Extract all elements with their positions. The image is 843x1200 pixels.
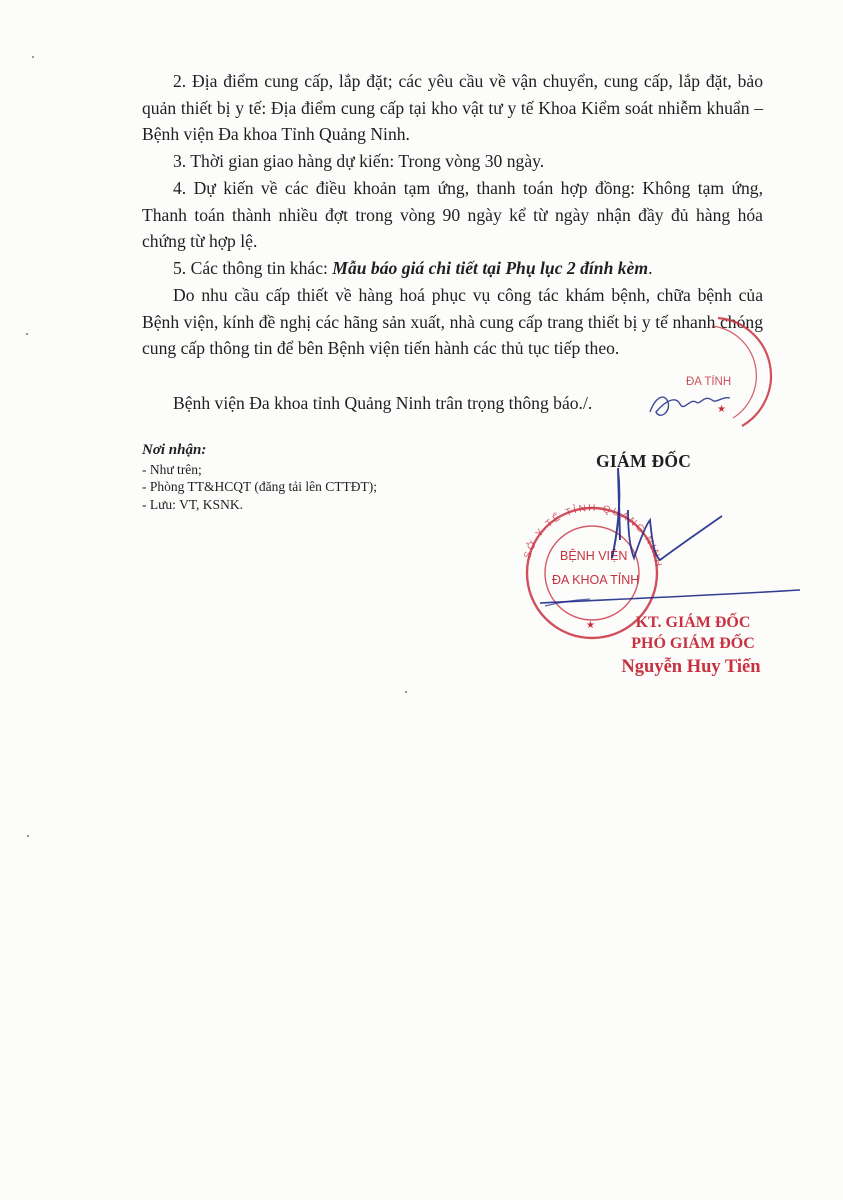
signer-deputy-line2: PHÓ GIÁM ĐỐC (631, 635, 755, 652)
paragraph-delivery-time: 3. Thời gian giao hàng dự kiến: Trong vòng 30 ngày. (173, 151, 545, 171)
other-info-prefix: 5. Các thông tin khác: (173, 258, 333, 278)
signer-block (598, 612, 798, 681)
scan-speck (27, 835, 29, 837)
recipients-block (142, 442, 377, 513)
recipient-item: - Lưu: VT, KSNK. (142, 496, 243, 512)
recipient-item: - Phòng TT&HCQT (đăng tải lên CTTĐT); (142, 479, 377, 494)
seal-ring-text: SỞ Y TẾ TỈNH QUẢNG NINH (522, 502, 664, 570)
paragraph-other-info (142, 255, 763, 282)
partial-seal-star: ★ (717, 404, 726, 415)
seal-star: ★ (586, 620, 595, 631)
signer-deputy-line1: KT. GIÁM ĐỐC (635, 614, 751, 631)
other-info-emphasis: Mẫu báo giá chi tiết tại Phụ lục 2 đính kèm (332, 258, 649, 278)
seal-line2: ĐA KHOA TỈNH (552, 573, 640, 587)
recipients-title: Nơi nhận: (142, 442, 207, 458)
scan-speck (26, 333, 28, 335)
recipient-item: - Như trên; (142, 461, 202, 477)
paragraph-request: Do nhu cầu cấp thiết về hàng hoá phục vụ công tác khám bệnh, chữa bệnh của Bệnh viện, kính đề nghị các hãng sản xuất, nhà cung cấp trang thiết bị y tế nhanh chóng cung cấp thông tin để bên Bệnh viện tiến hành các thủ tục tiếp theo. (142, 285, 763, 358)
scan-speck (32, 56, 34, 58)
paragraph-payment-terms: 4. Dự kiến về các điều khoản tạm ứng, thanh toán hợp đồng: Không tạm ứng, Thanh toán thành nhiều đợt trong vòng 90 ngày kể từ ngày nhận đầy đủ hàng hóa chứng từ hợp lệ. (142, 178, 763, 251)
other-info-suffix: . (648, 258, 653, 278)
signer-name: Nguyễn Huy Tiến (621, 657, 761, 677)
scan-speck (405, 691, 407, 693)
partial-seal-text: ĐA TỈNH (686, 376, 732, 388)
paragraph-delivery-location: 2. Địa điểm cung cấp, lắp đặt; các yêu cầu về vận chuyển, cung cấp, lắp đặt, bảo quản thiết bị y tế: Địa điểm cung cấp tại kho vật tư y tế Khoa Kiểm soát nhiễm khuẩn – Bệnh viện Đa khoa Tỉnh Quảng Ninh. (142, 71, 763, 144)
paragraph-closing: Bệnh viện Đa khoa tỉnh Quảng Ninh trân trọng thông báo./. (173, 393, 593, 413)
seal-line1: BỆNH VIỆN (560, 549, 628, 563)
director-title: GIÁM ĐỐC (596, 451, 692, 471)
